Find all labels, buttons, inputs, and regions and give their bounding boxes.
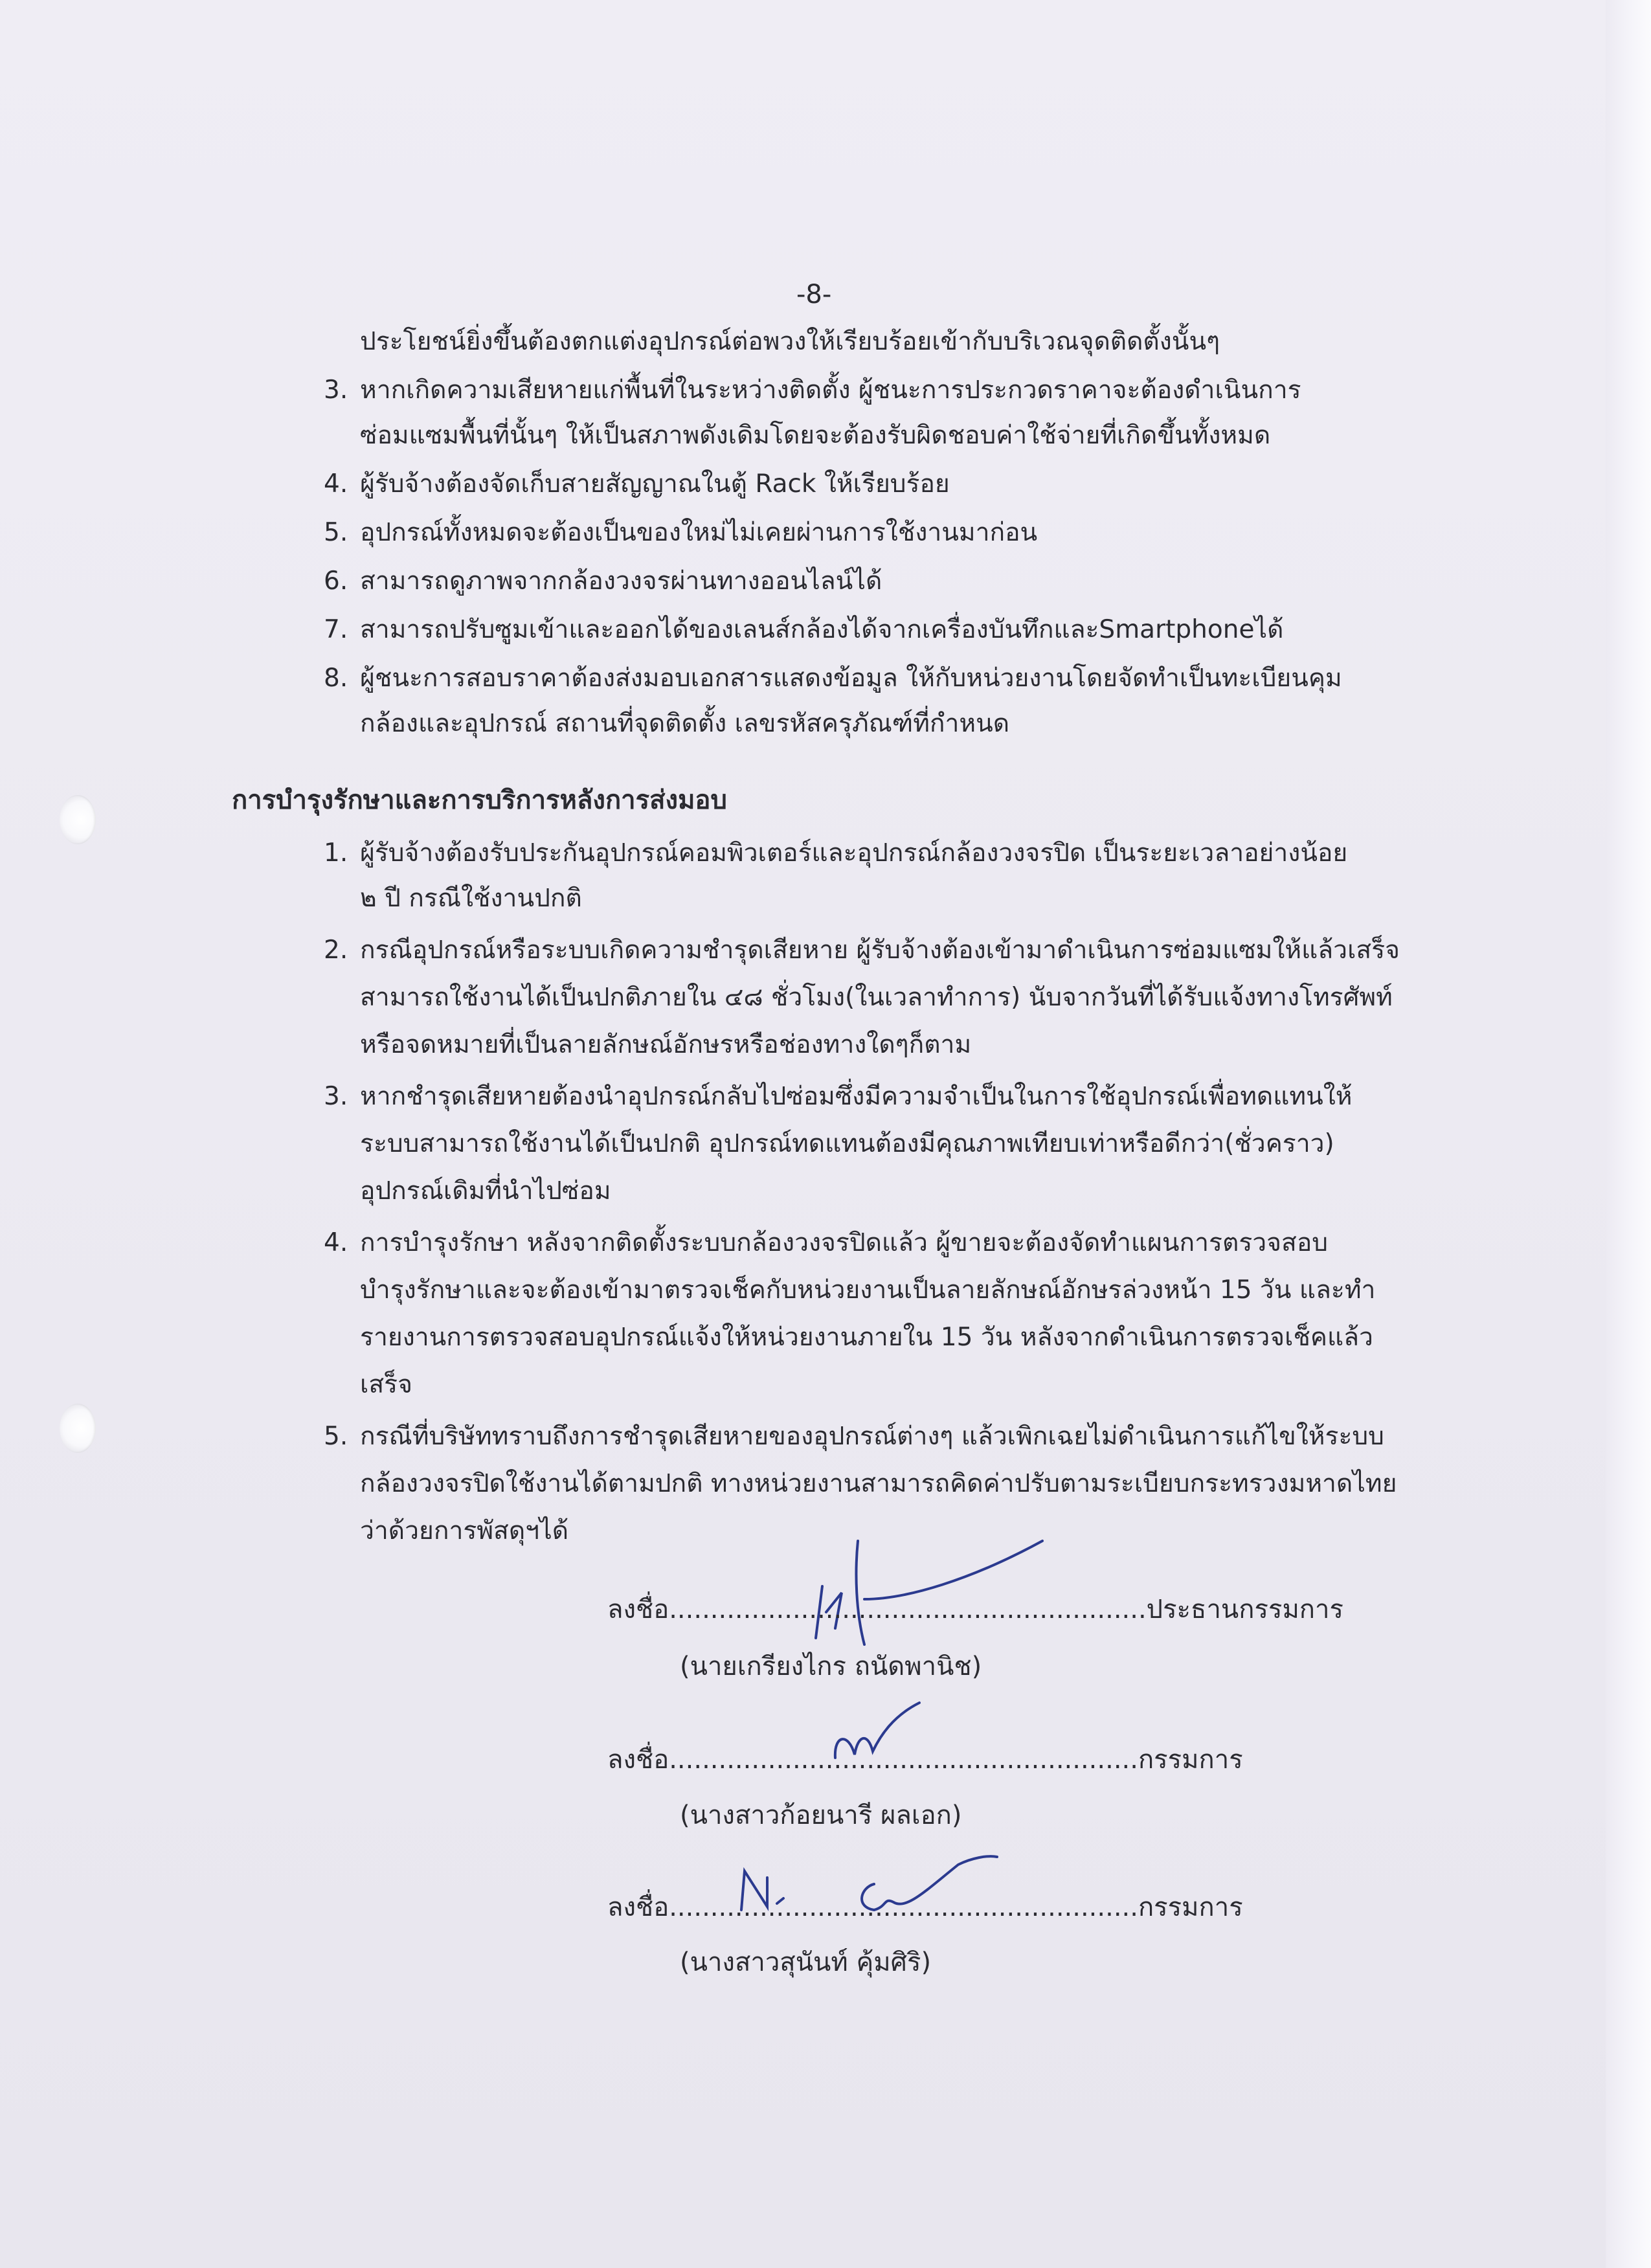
signature-line: ลงชื่อ.........................................................กรรมการ (607, 1745, 1243, 1775)
item-text: ว่าด้วยการพัสดุฯได้ (360, 1516, 569, 1545)
item-number: 1. (324, 838, 348, 868)
item-text: สามารถปรับซูมเข้าและออกได้ของเลนส์กล้องได้จากเครื่องบันทึกและSmartphoneได้ (360, 615, 1284, 644)
item-text: บำรุงรักษาและจะต้องเข้ามาตรวจเช็คกับหน่วยงานเป็นลายลักษณ์อักษรล่วงหน้า 15 วัน และทำ (360, 1275, 1376, 1305)
item-number: 4. (324, 469, 348, 499)
signatory-name: (นางสาวสุนันท์ คุ้มศิริ) (680, 1948, 932, 1977)
item-number: 8. (324, 664, 348, 693)
item-text: สามารถดูภาพจากกล้องวงจรผ่านทางออนไลน์ได้ (360, 567, 882, 596)
item-text: การบำรุงรักษา หลังจากติดตั้งระบบกล้องวงจรปิดแล้ว ผู้ขายจะต้องจัดทำแผนการตรวจสอบ (360, 1228, 1329, 1257)
item-number: 3. (324, 376, 348, 405)
item-number: 5. (324, 1422, 348, 1451)
item-text: หรือจดหมายที่เป็นลายลักษณ์อักษรหรือช่องทางใดๆก็ตาม (360, 1030, 972, 1059)
item-text: ผู้รับจ้างต้องจัดเก็บสายสัญญาณในตู้ Rack ให้เรียบร้อย (360, 469, 950, 499)
item-text: สามารถใช้งานได้เป็นปกติภายใน ๔๘ ชั่วโมง(ในเวลาทำการ) นับจากวันที่ได้รับแจ้งทางโทรศัพท์ (360, 983, 1393, 1012)
item-text: กรณีที่บริษัททราบถึงการชำรุดเสียหายของอุปกรณ์ต่างๆ แล้วเพิกเฉยไม่ดำเนินการแก้ไขให้ระบบ (360, 1422, 1384, 1451)
item-number: 7. (324, 615, 348, 644)
page-number: -8- (796, 280, 832, 309)
item-number: 4. (324, 1228, 348, 1257)
item-number: 5. (324, 518, 348, 547)
item-number: 2. (324, 936, 348, 965)
item-text: เสร็จ (360, 1370, 412, 1399)
item-text: หากชำรุดเสียหายต้องนำอุปกรณ์กลับไปซ่อมซึ่งมีความจำเป็นในการใช้อุปกรณ์เพื่อทดแทนให้ (360, 1082, 1353, 1111)
item-number: 3. (324, 1082, 348, 1111)
item-text: ผู้ชนะการสอบราคาต้องส่งมอบเอกสารแสดงข้อมูล ให้กับหน่วยงานโดยจัดทำเป็นทะเบียนคุม (360, 664, 1342, 693)
item-text: กล้องและอุปกรณ์ สถานที่จุดติดตั้ง เลขรหัสครุภัณฑ์ที่กำหนด (360, 709, 1010, 738)
item-text: ซ่อมแซมพื้นที่นั้นๆ ให้เป็นสภาพดังเดิมโดยจะต้องรับผิดชอบค่าใช้จ่ายที่เกิดขึ้นทั้งหมด (360, 421, 1271, 450)
item-number: 6. (324, 567, 348, 596)
item-text: หากเกิดความเสียหายแก่พื้นที่ในระหว่างติดตั้ง ผู้ชนะการประกวดราคาจะต้องดำเนินการ (360, 376, 1301, 405)
page-edge (1606, 0, 1651, 2268)
signatory-name: (นางสาวก้อยนารี ผลเอก) (680, 1801, 962, 1830)
item-text: รายงานการตรวจสอบอุปกรณ์แจ้งให้หน่วยงานภายใน 15 วัน หลังจากดำเนินการตรวจเช็คแล้ว (360, 1323, 1373, 1352)
signature-line: ลงชื่อ.........................................................กรรมการ (607, 1892, 1243, 1922)
signatory-name: (นายเกรียงไกร ถนัดพานิช) (680, 1652, 982, 1681)
item-text: ผู้รับจ้างต้องรับประกันอุปกรณ์คอมพิวเตอร์และอุปกรณ์กล้องวงจรปิด เป็นระยะเวลาอย่างน้อย (360, 838, 1348, 868)
item-text: ๒ ปี กรณีใช้งานปกติ (360, 884, 582, 913)
punch-hole (60, 1404, 96, 1453)
punch-hole (60, 795, 96, 844)
signature-line: ลงชื่อ..........................................................ประธานกรรมการ (607, 1595, 1343, 1624)
item-text: อุปกรณ์ทั้งหมดจะต้องเป็นของใหม่ไม่เคยผ่านการใช้งานมาก่อน (360, 518, 1038, 547)
section-heading: การบำรุงรักษาและการบริการหลังการส่งมอบ (232, 785, 727, 815)
item-text: อุปกรณ์เดิมที่นำไปซ่อม (360, 1176, 611, 1206)
continuation-line: ประโยชน์ยิ่งขึ้นต้องตกแต่งอุปกรณ์ต่อพวงให้เรียบร้อยเข้ากับบริเวณจุดติดตั้งนั้นๆ (360, 327, 1220, 356)
item-text: กรณีอุปกรณ์หรือระบบเกิดความชำรุดเสียหาย ผู้รับจ้างต้องเข้ามาดำเนินการซ่อมแซมให้แล้วเสร็จ (360, 936, 1400, 965)
item-text: ระบบสามารถใช้งานได้เป็นปกติ อุปกรณ์ทดแทนต้องมีคุณภาพเทียบเท่าหรือดีกว่า(ชั่วคราว) (360, 1129, 1334, 1158)
signature-mark (803, 1515, 1049, 1657)
item-text: กล้องวงจรปิดใช้งานได้ตามปกติ ทางหน่วยงานสามารถคิดค่าปรับตามระเบียบกระทรวงมหาดไทย (360, 1469, 1397, 1498)
